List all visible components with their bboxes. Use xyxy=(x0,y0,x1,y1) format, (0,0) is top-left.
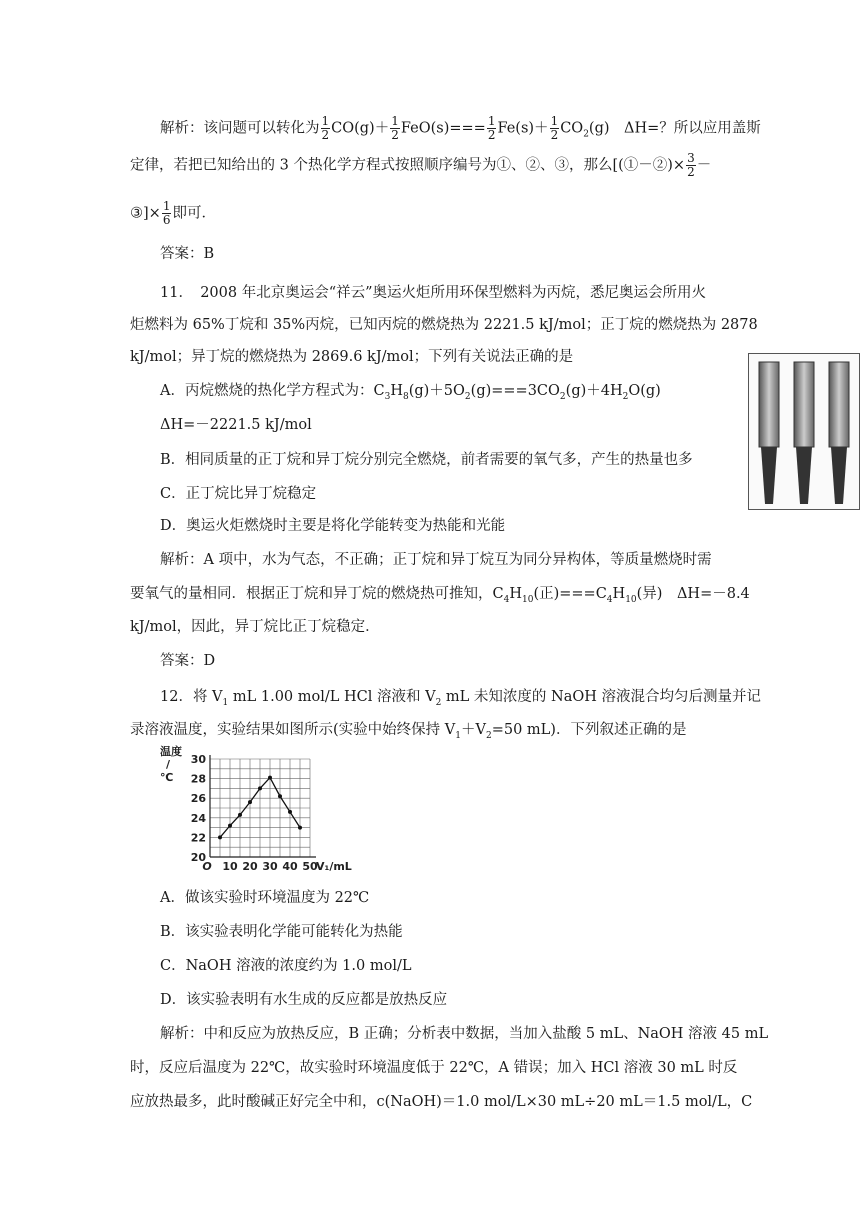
x-tick-label: 10 xyxy=(222,860,238,873)
y-tick-label: 26 xyxy=(190,792,206,806)
q11-option-a-dh: ΔH=－2221.5 kJ/mol xyxy=(160,417,312,433)
analysis-line-3: ③]× $\frac{1}{6}$ 即可． xyxy=(130,199,216,227)
q11-option-a: A．丙烷燃烧的热化学方程式为：$C_3H_8(g)+5O_2(g)===3CO_2(g)+4H_2O(g)$ xyxy=(160,383,661,402)
y-tick-label: 24 xyxy=(190,811,206,825)
data-point xyxy=(238,813,242,817)
x-tick-label: 20 xyxy=(242,860,258,873)
answer-b: 答案：B xyxy=(160,246,215,262)
origin-label: O xyxy=(202,860,212,873)
chart-ylabel-2: / xyxy=(166,758,171,771)
temperature-chart xyxy=(158,745,352,882)
q12-line-2: 录溶液温度，实验结果如图所示(实验中始终保持 $V_1+V_2=50$ mL)．下列叙述正确的是 xyxy=(130,722,687,741)
data-point xyxy=(228,824,232,828)
fraction: $\frac{1}{6}$ xyxy=(162,199,171,227)
analysis-line-2: 定律，若把已知给出的 3 个热化学方程式按照顺序编号为①、②、③，那么[(①－②)× $\frac{3}{2}$ － xyxy=(130,151,712,179)
y-tick-label: 20 xyxy=(190,851,206,864)
analysis-line-1: 解析：该问题可以转化为 $\frac{1}{2}$ CO(g)＋ $\frac{1}{2}$ FeO(s)=== $\frac{1}{2}$ Fe(s)＋ $\frac{1}{2}$ $CO_2(g)$ ΔH=？所以应用盖斯 xyxy=(160,114,761,142)
q11-line-2: 炬燃料为 65%丁烷和 35%丙烷，已知丙烷的燃烧热为 2221.5 kJ/mol；正丁烷的燃烧热为 2878 xyxy=(130,317,758,333)
data-point xyxy=(298,826,302,830)
data-point xyxy=(248,800,252,804)
torch-2 xyxy=(794,362,814,504)
chart-ylabel-3: ℃ xyxy=(160,771,174,784)
q12-analysis-1: 解析：中和反应为放热反应，B 正确；分析表中数据，当加入盐酸 5 mL、NaOH 溶液 45 mL xyxy=(160,1026,769,1042)
torch-3 xyxy=(829,362,849,504)
torch-photo xyxy=(748,353,860,510)
data-point xyxy=(268,776,272,780)
q12-option-d: D．该实验表明有水生成的反应都是放热反应 xyxy=(160,992,448,1008)
q11-option-d: D．奥运火炬燃烧时主要是将化学能转变为热能和光能 xyxy=(160,518,506,534)
x-tick-label: 40 xyxy=(282,860,298,873)
fraction: $\frac{1}{2}$ xyxy=(550,114,559,142)
torch-1 xyxy=(759,362,779,504)
fraction: $\frac{1}{2}$ xyxy=(391,114,399,142)
q11-option-c: C．正丁烷比异丁烷稳定 xyxy=(160,486,317,502)
q11-line-1: 11． 2008 年北京奥运会“祥云”奥运火炬所用环保型燃料为丙烷，悉尼奥运会所用火 xyxy=(160,285,707,301)
q11-analysis-1: 解析：A 项中，水为气态，不正确；正丁烷和异丁烷互为同分异构体，等质量燃烧时需 xyxy=(160,552,712,568)
y-tick-label: 30 xyxy=(190,753,206,766)
answer-d: 答案：D xyxy=(160,653,216,669)
q11-analysis-2: 要氧气的量相同．根据正丁烷和异丁烷的燃烧热可推知，$C_4H_{10}$(正)$===C_4H_{10}$(异) ΔH=－8.4 xyxy=(130,586,750,605)
q12-option-c: C．NaOH 溶液的浓度约为 1.0 mol/L xyxy=(160,958,412,974)
q11-analysis-3: kJ/mol，因此，异丁烷比正丁烷稳定． xyxy=(130,619,380,635)
q12-option-b: B．该实验表明化学能可能转化为热能 xyxy=(160,924,403,940)
q12-line-1: 12．将 $V_1$ mL 1.00 mol/L HCl 溶液和 $V_2$ mL 未知浓度的 NaOH 溶液混合均匀后测量并记 xyxy=(160,689,761,708)
data-point xyxy=(218,835,222,839)
q12-option-a: A．做该实验时环境温度为 22℃ xyxy=(160,890,370,906)
q11-option-b: B．相同质量的正丁烷和异丁烷分别完全燃烧，前者需要的氧气多，产生的热量也多 xyxy=(160,452,693,468)
data-point xyxy=(258,786,262,790)
x-tick-label: 30 xyxy=(262,860,278,873)
q12-analysis-2: 时，反应后温度为 22℃，故实验时环境温度低于 22℃，A 错误；加入 HCl 溶液 30 mL 时反 xyxy=(130,1060,738,1076)
fraction: $\frac{3}{2}$ xyxy=(687,151,695,179)
chart-grid xyxy=(210,755,316,857)
y-tick-label: 22 xyxy=(190,831,206,845)
data-point xyxy=(278,794,282,798)
data-point xyxy=(288,810,292,814)
x-axis-label: V₁/mL xyxy=(316,860,352,873)
q12-analysis-3: 应放热最多，此时酸碱正好完全中和，c(NaOH)＝1.0 mol/L×30 mL÷20 mL＝1.5 mol/L，C xyxy=(130,1094,753,1110)
x-tick-label: 50 xyxy=(302,860,318,873)
chart-ylabel-1: 温度 xyxy=(160,745,182,758)
fraction: $\frac{1}{2}$ xyxy=(321,114,330,142)
q11-line-3: kJ/mol；异丁烷的燃烧热为 2869.6 kJ/mol；下列有关说法正确的是 xyxy=(130,349,574,365)
fraction: $\frac{1}{2}$ xyxy=(487,114,496,142)
y-tick-label: 28 xyxy=(190,772,206,786)
